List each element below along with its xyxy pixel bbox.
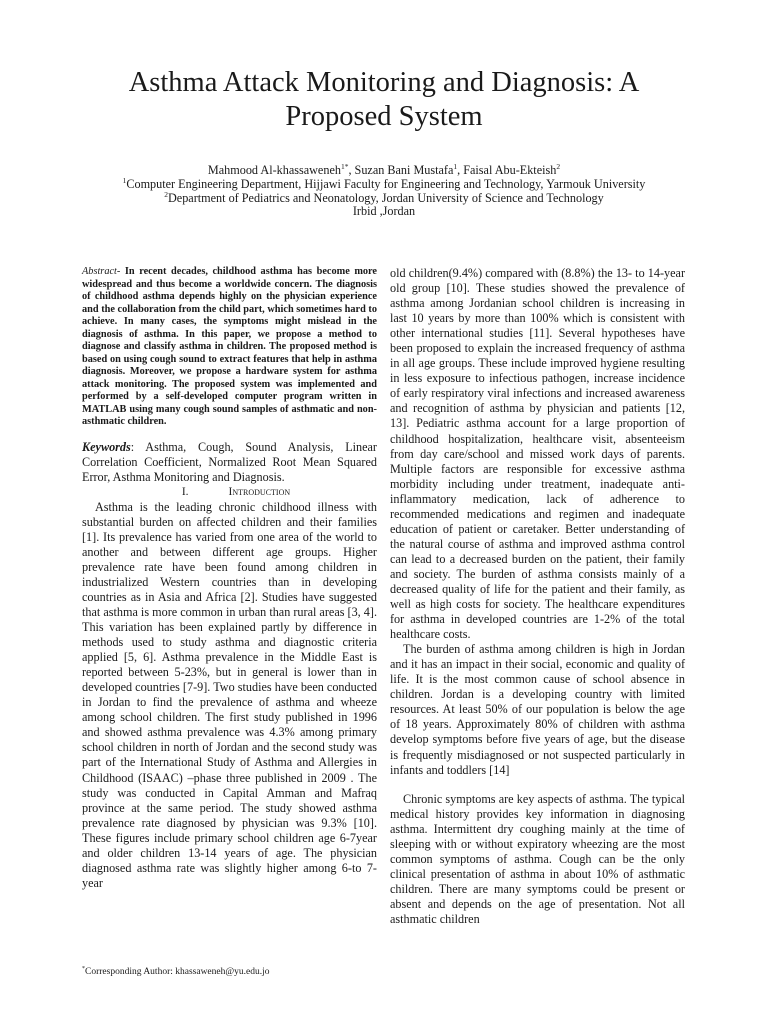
- author-3: Faisal Abu-Ekteish: [463, 163, 557, 177]
- keywords-label: Keywords: [82, 439, 131, 454]
- author-block: [0, 161, 768, 219]
- affiliation-2-sup: 2: [164, 189, 168, 199]
- author-1-sup: 1*: [340, 161, 349, 171]
- left-column: [82, 266, 377, 891]
- title-line-2: Proposed System: [285, 101, 483, 132]
- affiliation-2: [0, 189, 768, 206]
- paper-title: [0, 66, 768, 134]
- section-number: I.: [181, 485, 189, 498]
- paragraph-gap: [390, 778, 685, 792]
- affiliation-location: Irbid ,Jordan: [352, 204, 416, 219]
- right-paragraph-1: old children(9.4%) compared with (8.8%) the 13- to 14-year old group [10]. These studies showed the prevalence of asthma among Jordanian school children is increasing in last 10 years by more than 100% which is consistent with other international studies [11]. Several hypotheses have been proposed to explain the increased frequency of asthma in all age groups. These include improved hygiene resulting in less exposure to infectious pathogen, increase incidence of early respiratory viral infections and increased awareness and recognition of asthma by physician and patients [12, 13]. Pediatric asthma account for a large proportion of childhood hospitalization, healthcare visit, absenteeism from day care/school and missed work days of parents. Multiple factors are responsible for excessive asthma morbidity including under treatment, inadequate anti-inflammatory medication, lack of adherence to recommended medications and regimen and inadequate education of patient or caretaker. Better understanding of the natural course of asthma and improved asthma control can lead to a decreased burden on the patient, their family and society. The burden of asthma consists mainly of a decreased quality of life for the patient and their family, as well as high costs for society. The healthcare expenditures for asthma in developed countries are 1-2% of the total healthcare costs.: [390, 266, 685, 642]
- author-1: Mahmood Al-khassaweneh: [207, 163, 341, 177]
- author-2-sup: 1: [453, 161, 458, 171]
- left-paragraph-1: Asthma is the leading chronic childhood illness with substantial burden on affected children and their families [1]. Its prevalence has varied from one area of the world to another and between different age groups. Higher prevalence rate have been found among children in industrialized Western countries than in developing countries as in Asia and Africa [2]. Studies have suggested that asthma is more common in urban than rural areas [3, 4]. This variation has been explained partly by difference in methods used to study asthma and diagnostic criteria applied [5, 6]. Asthma prevalence in the Middle East is reported between 5-23%, but in general is lower than in developed countries [7-9]. Two studies have been conducted in Jordan to find the prevalence of asthma and wheeze among school children. The first study published in 1996 and showed asthma prevalence was 4.3% among primary school children in north of Jordan and the second study was part of the International Study of Asthma and Allergies in Childhood (ISAAC) –phase three published in 2009 . The study was conducted in Capital Amman and Mafraq province at the same period. The study showed asthma prevalence rate diagnosed by physician was 9.3% [10]. These figures include primary school children age 6-7year and older children 13-14 years of age. The physician diagnosed asthma rate was slightly higher among 6-to 7-year: [82, 499, 377, 890]
- abstract: [82, 266, 377, 429]
- footnote-text: Corresponding Author: khassaweneh@yu.edu.jo: [85, 967, 270, 978]
- author-3-sup: 2: [556, 161, 561, 171]
- section-heading: [82, 485, 377, 500]
- section-title: Introduction: [228, 485, 291, 498]
- title-line-1: Asthma Attack Monitoring and Diagnosis: A: [128, 67, 640, 98]
- affiliation-1-text: Computer Engineering Department, Hijjawi Faculty for Engineering and Technology, Yarmouk University: [126, 176, 646, 191]
- footnote-sup: *: [82, 966, 85, 972]
- affiliation-1-sup: 1: [122, 175, 127, 185]
- affiliation-2-text: Department of Pediatrics and Neonatology, Jordan University of Science and Technology: [168, 190, 604, 205]
- footnote: [82, 966, 269, 977]
- author-2: Suzan Bani Mustafa: [354, 163, 454, 177]
- abstract-text: In recent decades, childhood asthma has become more widespread and thus become a worldwide concern. The diagnosis of childhood asthma depends highly on the physician experience and the collaboration from the child part, which sometimes hard to achieve. In many cases, the symptoms might mislead in the diagnosis of asthma. In this paper, we propose a method to diagnose and classify asthma in children. The proposed method is based on using cough sound to extract features that help in asthma diagnosis. Moreover, we propose a hardware system for asthma attack monitoring. The proposed system was implemented and performed by a self-developed computer program written in MATLAB using many cough sound samples of asthmatic and non-asthmatic children.: [82, 266, 378, 427]
- abstract-lead: Abstract-: [82, 266, 121, 277]
- right-column: [390, 266, 685, 927]
- affiliation-1: [0, 175, 768, 192]
- author-names: Mahmood Al-khassaweneh$^{1*}$, Suzan Bani Mustafa$^1$, Faisal Abu-Ekteish$^2$: [207, 161, 561, 177]
- keywords: [82, 440, 377, 485]
- right-paragraph-2: The burden of asthma among children is high in Jordan and it has an impact in their social, economic and quality of life. It is the most common cause of school absence in children. Jordan is a developing country with limited resources. At least 50% of our population is below the age of 18 years. Approximately 80% of children with asthma develop symptoms before five years of age, but the disease is frequently misdiagnosed or not suspected particularly in infants and toddlers [14]: [390, 642, 685, 777]
- right-paragraph-3: Chronic symptoms are key aspects of asthma. The typical medical history provides key information in diagnosing asthma. Intermittent dry coughing mainly at the time of sleeping with or without expiratory wheezing are the most common symptoms of asthma. Cough can be the only clinical presentation of asthma in about 10% of asthmatic children. There are many symptoms could be present or absent and depends on the age of presentation. Not all asthmatic children: [390, 791, 685, 926]
- keywords-text: : Asthma, Cough, Sound Analysis, Linear Correlation Coefficient, Normalized Root Mean Squared Error, Asthma Monitoring and Diagnosis.: [82, 439, 377, 484]
